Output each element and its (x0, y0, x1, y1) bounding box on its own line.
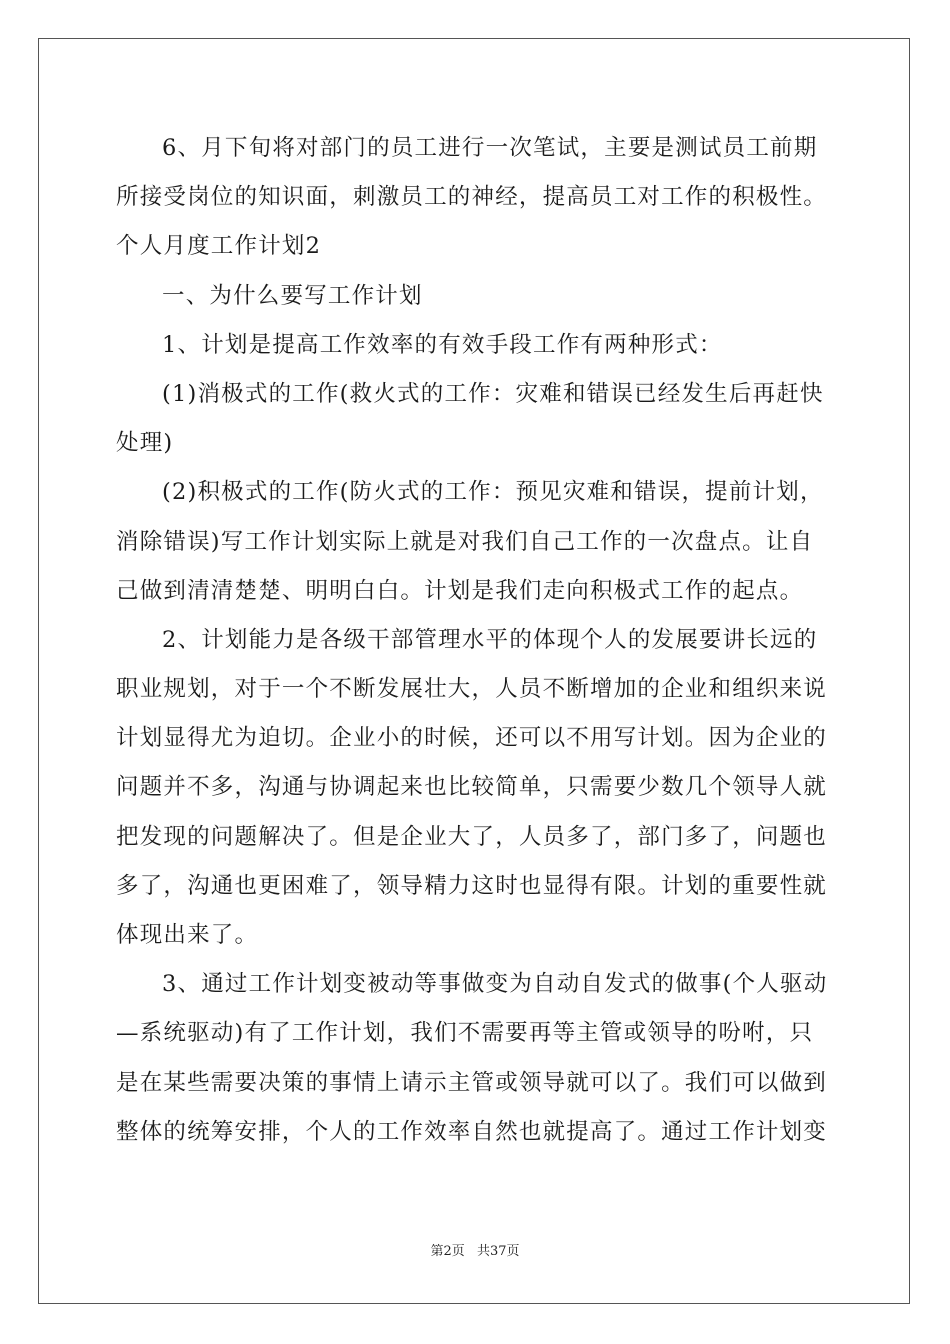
page-footer (0, 1240, 950, 1259)
document-body (116, 128, 834, 1161)
paragraph-line: 6、月下旬将对部门的员工进行一次笔试，主要是测试员工前期 (162, 135, 818, 161)
paragraph-line: 所接受岗位的知识面，刺激员工的神经，提高员工对工作的积极性。 (116, 184, 828, 211)
paragraph-line: (1)消极式的工作(救火式的工作：灾难和错误已经发生后再赶快 (162, 380, 824, 407)
paragraph-line: 处理) (116, 430, 174, 457)
page-number: 第2页 (430, 1244, 465, 1259)
paragraph-line: 3、通过工作计划变被动等事做变为自动自发式的做事(个人驱动 (162, 971, 828, 998)
paragraph-line: (2)积极式的工作(防火式的工作：预见灾难和错误，提前计划， (162, 479, 824, 506)
paragraph-line: 整体的统筹安排，个人的工作效率自然也就提高了。通过工作计划变 (116, 1118, 828, 1145)
section-heading: 个人月度工作计划2 (116, 233, 322, 260)
paragraph-line: —系统驱动)有了工作计划，我们不需要再等主管或领导的吩咐，只 (116, 1020, 814, 1047)
paragraph-line: 消除错误)写工作计划实际上就是对我们自己工作的一次盘点。让自 (116, 528, 814, 555)
paragraph-line: 问题并不多，沟通与协调起来也比较简单，只需要少数几个领导人就 (116, 774, 828, 801)
paragraph-line: 把发现的问题解决了。但是企业大了，人员多了，部门多了，问题也 (116, 823, 828, 850)
paragraph-line: 2、计划能力是各级干部管理水平的体现个人的发展要讲长远的 (162, 626, 818, 653)
paragraph-line: 是在某些需要决策的事情上请示主管或领导就可以了。我们可以做到 (116, 1069, 828, 1096)
paragraph-line: 计划显得尤为迫切。企业小的时候，还可以不用写计划。因为企业的 (116, 725, 828, 752)
paragraph-line: 体现出来了。 (116, 922, 259, 948)
paragraph-line: 己做到清清楚楚、明明白白。计划是我们走向积极式工作的起点。 (116, 577, 804, 604)
paragraph-line: 职业规划，对于一个不断发展壮大，人员不断增加的企业和组织来说 (116, 676, 828, 703)
subsection-heading: 一、为什么要写工作计划 (162, 282, 423, 309)
paragraph-line: 1、计划是提高工作效率的有效手段工作有两种形式： (162, 331, 723, 358)
paragraph-line: 多了，沟通也更困难了，领导精力这时也显得有限。计划的重要性就 (116, 872, 828, 899)
total-pages: 共37页 (476, 1244, 520, 1259)
